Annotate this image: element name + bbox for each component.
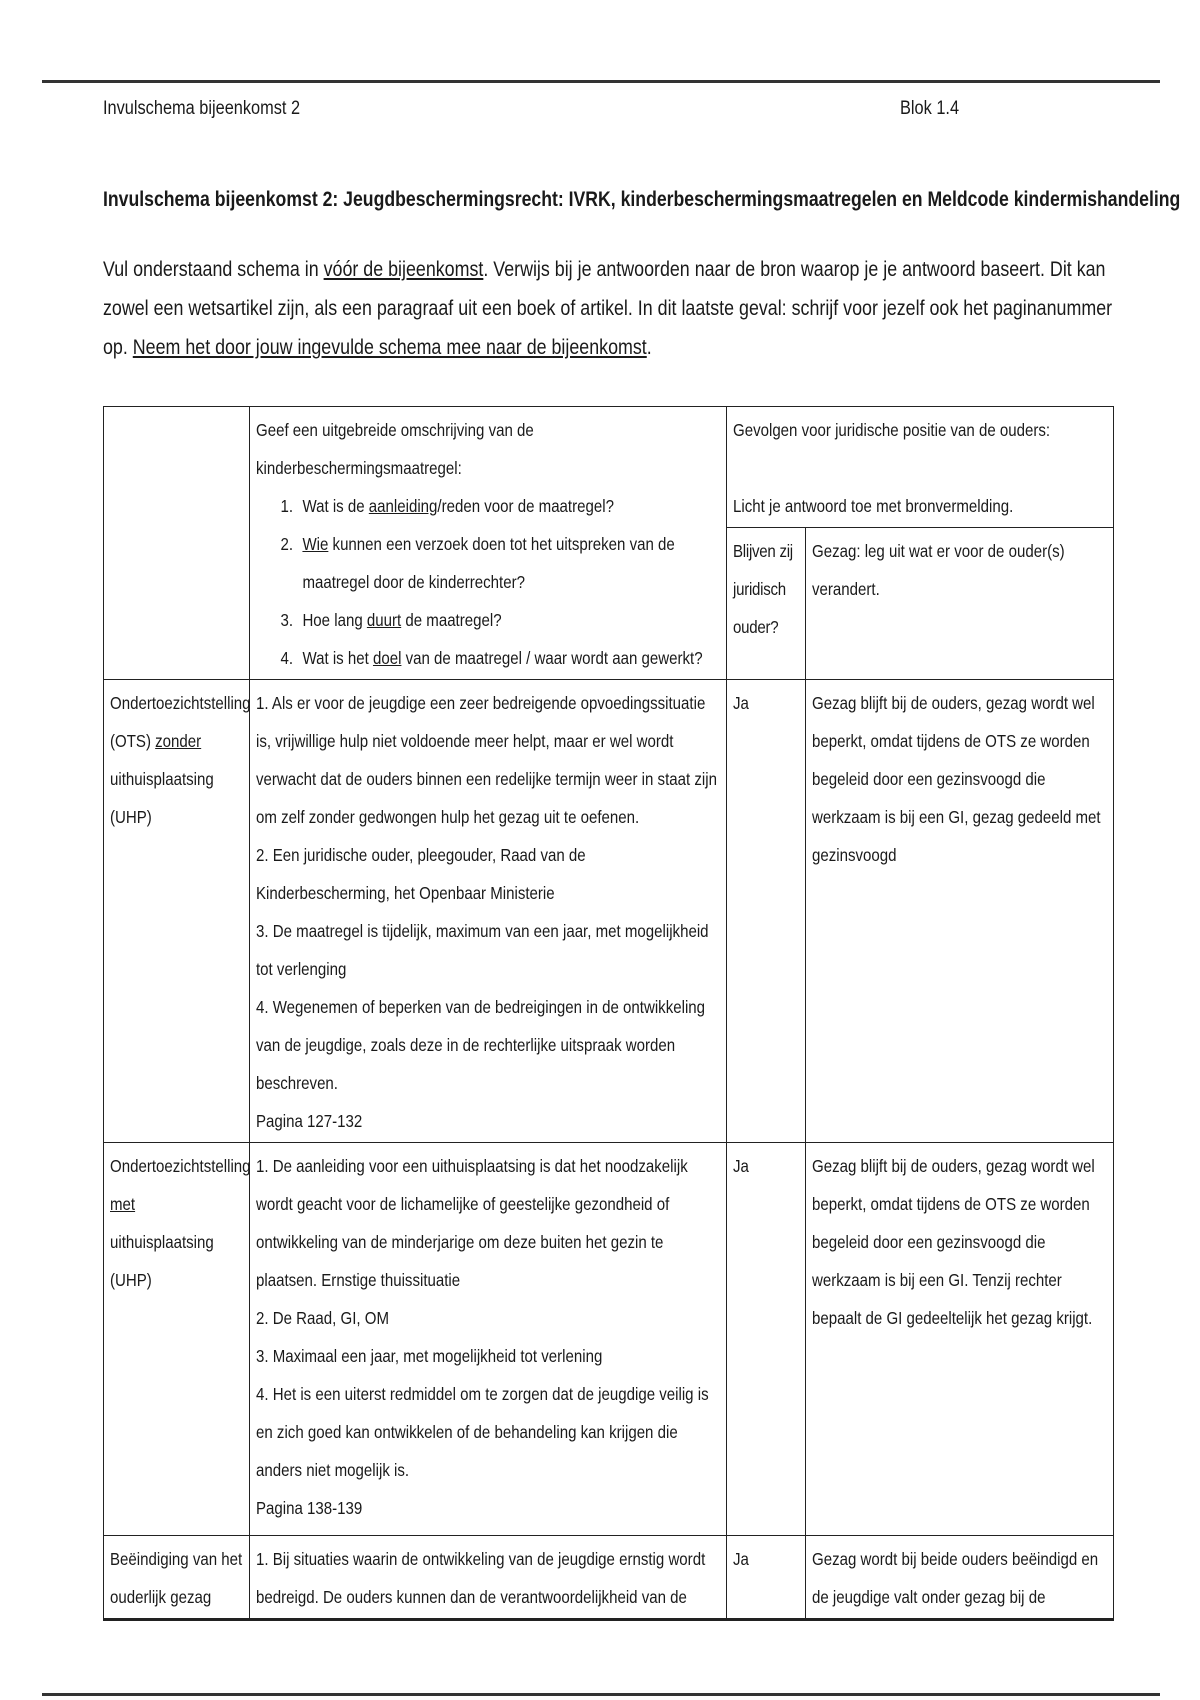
question-4: 4. Wat is het doel van de maatregel / waar wordt aan gewerkt? [297,639,719,677]
row-answer: 1. Als er voor de jeugdige een zeer bedreigende opvoedingssituatie is, vrijwillige hulp niet voldoende meer helpt, maar er wel wordt verwacht dat de ouders binnen een redelijke termijn weer in staat zijn om zelf zonder gedwongen hulp het gezag uit te oefenen. 2. Een juridische ouder, pleegouder, Raad van de Kinderbescherming, het Openbaar Ministerie 3. De maatregel is tijdelijk, maximum van een jaar, met mogelijkheid tot verlenging 4. Wegenemen of beperken van de bedreigingen in de ontwikkeling van de jeugdige, zoals deze in de rechterlijke uitspraak worden beschreven. Pagina 127-132 [250,680,727,1143]
row-custody: Gezag blijft bij de ouders, gezag wordt wel beperkt, omdat tijdens de OTS ze worden begeleid door een gezinsvoogd die werkzaam is bij een GI. Tenzij rechter bepaalt de GI gedeeltelijk het gezag krijgt. [806,1143,1114,1536]
top-rule [42,80,1160,83]
question-1: 1. Wat is de aanleiding/reden voor de maatregel? [297,487,719,525]
intro-underline-bring-schema: Neem het door jouw ingevulde schema mee naar de bijeenkomst [132,336,647,359]
header-stay-parent-cell: Blijven zij juridisch ouder? [727,528,806,680]
page-title: Invulschema bijeenkomst 2: Jeugdbeschermingsrecht: IVRK, kinderbeschermingsmaatregelen en Meldcode kindermishandeling [103,188,1181,211]
row-label: Ondertoezichtstelling met uithuisplaatsing (UHP) [104,1143,250,1536]
header-document-name: Invulschema bijeenkomst 2 [103,98,301,119]
measures-table [103,406,1113,1621]
row-label: Ondertoezichtstelling (OTS) zonder uithuisplaatsing (UHP) [104,680,250,1143]
table-row [104,1536,1114,1620]
row-answer: 1. Bij situaties waarin de ontwikkeling van de jeugdige ernstig wordt bedreigd. De ouders kunnen dan de verantwoordelijkheid van de [250,1536,727,1620]
header-block-label: Blok 1.4 [900,98,960,119]
header-empty-cell [104,407,250,680]
intro-underline-before-meeting: vóór de bijeenkomst [323,258,484,281]
row-custody: Gezag wordt bij beide ouders beëindigd en de jeugdige valt onder gezag bij de [806,1536,1114,1620]
header-consequences-cell: Gevolgen voor juridische positie van de ouders: Licht je antwoord toe met bronvermelding. [727,407,1114,528]
row-stay-parent: Ja [727,1143,806,1536]
question-3: 3. Hoe lang duurt de maatregel? [297,601,719,639]
row-answer: 1. De aanleiding voor een uithuisplaatsing is dat het noodzakelijk wordt geacht voor de lichamelijke of geestelijke gezondheid of ontwikkeling van de minderjarige om deze buiten het gezin te plaatsen. Ernstige thuissituatie 2. De Raad, GI, OM 3. Maximaal een jaar, met mogelijkheid tot verlening 4. Het is een uiterst redmiddel om te zorgen dat de jeugdige veilig is en zich goed kan ontwikkelen of de behandeling kan krijgen die anders niet mogelijk is. Pagina 138-139 [250,1143,727,1536]
intro-paragraph: Vul onderstaand schema in vóór de bijeenkomst. Verwijs bij je antwoorden naar de bron waarop je je antwoord baseert. Dit kan zowel een wetsartikel zijn, als een paragraaf uit een boek of artikel. In dit laatste geval: schrijf voor jezelf ook het paginanummer op. Neem het door jouw ingevulde schema mee naar de bijeenkomst. [103,258,1113,359]
row-stay-parent: Ja [727,1536,806,1620]
row-label: Beëindiging van het ouderlijk gezag [104,1536,250,1620]
header-custody-cell: Gezag: leg uit wat er voor de ouder(s) verandert. [806,528,1114,680]
header-description-cell: Geef een uitgebreide omschrijving van de kinderbeschermingsmaatregel: 1. Wat is de aanleiding/reden voor de maatregel? 2. Wie kunnen een verzoek doen tot het uitspreken van de maatregel door de kinderrechter? 3. Hoe lang duurt de maatregel? 4. Wat is het doel van de maatregel / waar wordt aan gewerkt? [250,407,727,680]
table-row [104,1143,1114,1536]
table-row [104,680,1114,1143]
bottom-rule [42,1693,1160,1696]
table-header-row [104,407,1114,528]
row-stay-parent: Ja [727,680,806,1143]
row-custody: Gezag blijft bij de ouders, gezag wordt wel beperkt, omdat tijdens de OTS ze worden begeleid door een gezinsvoogd die werkzaam is bij een GI, gezag gedeeld met gezinsvoogd [806,680,1114,1143]
question-2: 2. Wie kunnen een verzoek doen tot het uitspreken van de maatregel door de kinderrechter? [297,525,719,601]
